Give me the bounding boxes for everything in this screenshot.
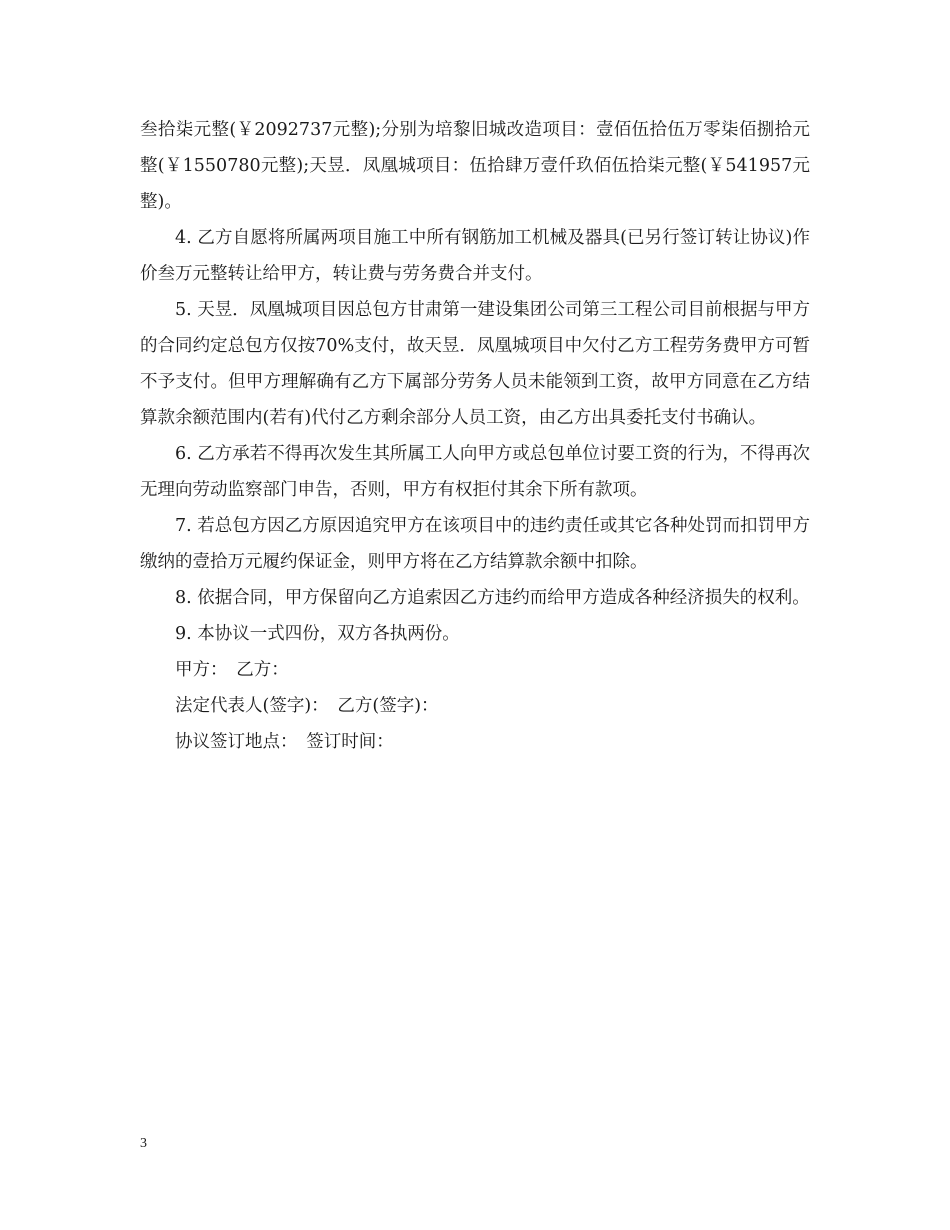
signature-parties: 甲方： 乙方： (175, 660, 289, 680)
clause-6: 6. 乙方承若不得再次发生其所属工人向甲方或总包单位讨要工资的行为，不得再次无理向劳动监察部门申告，否则，甲方有权拒付其余下所有款项。 (140, 444, 810, 500)
clause-4: 4. 乙方自愿将所属两项目施工中所有钢筋加工机械及器具(已另行签订转让协议)作价叁万元整转让给甲方，转让费与劳务费合并支付。 (140, 228, 810, 284)
page-number: 3 (140, 1136, 147, 1151)
clause-5: 5. 天昱．凤凰城项目因总包方甘肃第一建设集团公司第三工程公司目前根据与甲方的合同约定总包方仅按70%支付，故天昱．凤凰城项目中欠付乙方工程劳务费甲方可暂不予支付。但甲方理解确有乙方下属部分劳务人员未能领到工资，故甲方同意在乙方结算款余额范围内(若有)代付乙方剩余部分人员工资，由乙方出具委托支付书确认。 (140, 300, 810, 428)
clause-7: 7. 若总包方因乙方原因追究甲方在该项目中的违约责任或其它各种处罚而扣罚甲方缴纳的壹拾万元履约保证金，则甲方将在乙方结算款余额中扣除。 (140, 516, 810, 572)
clause-9: 9. 本协议一式四份，双方各执两份。 (175, 624, 460, 644)
signature-representatives: 法定代表人(签字)： 乙方(签字)： (175, 696, 439, 716)
paragraph-continuation: 叁拾柒元整(￥2092737元整);分别为培黎旧城改造项目：壹佰伍拾伍万零柒佰捌拾元整(￥1550780元整);天昱．凤凰城项目：伍拾肆万壹仟玖佰伍拾柒元整(￥541957元整)。 (140, 120, 810, 212)
document-body (140, 112, 810, 760)
signature-place-time: 协议签订地点： 签订时间： (175, 732, 394, 752)
clause-8: 8. 依据合同，甲方保留向乙方追索因乙方违约而给甲方造成各种经济损失的权利。 (175, 588, 810, 608)
